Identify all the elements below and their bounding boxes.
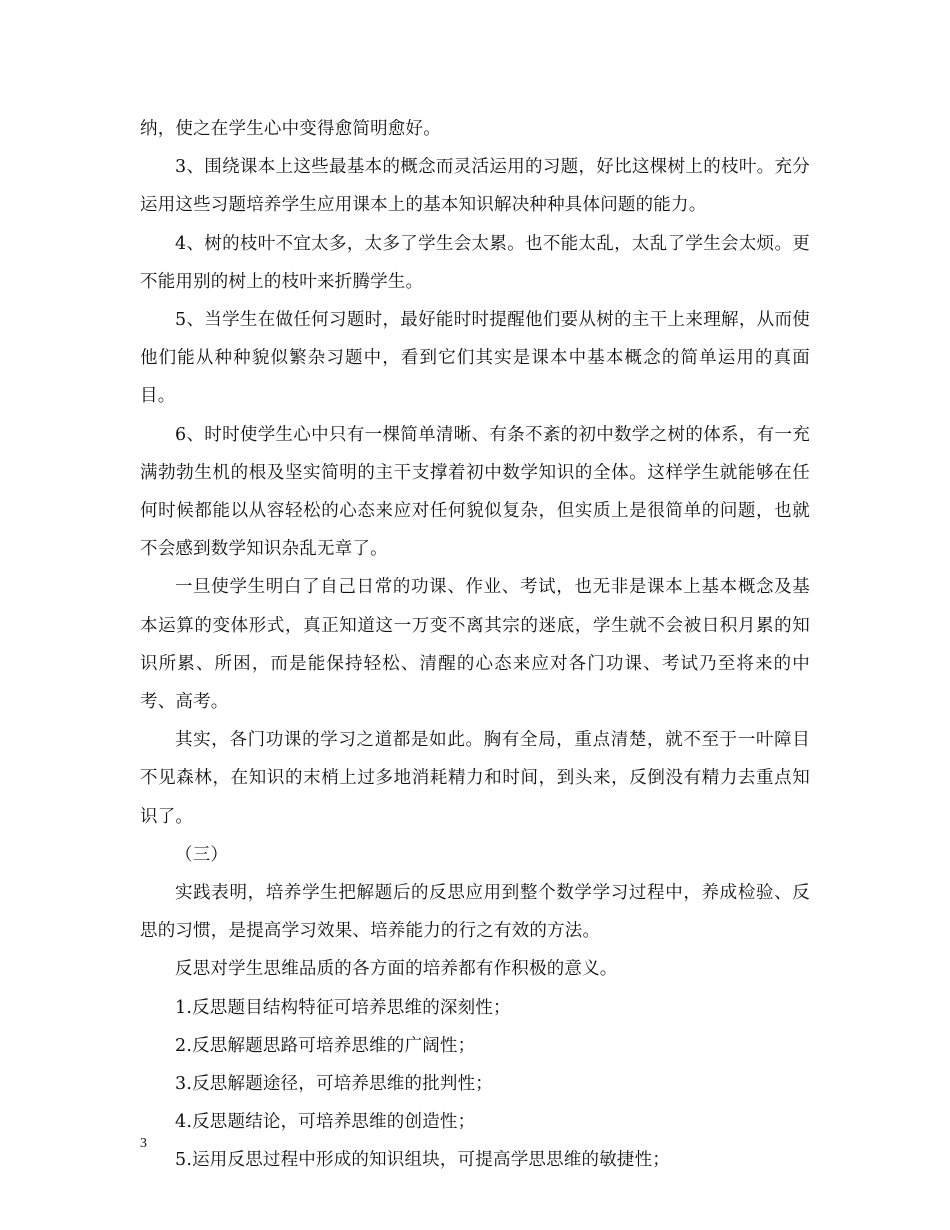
section-heading-3: （三） [175,844,229,865]
list-item-1: 1.反思题目结构特征可培养思维的深刻性； [175,997,511,1018]
paragraph-item-6: 6、时时使学生心中只有一棵简单清晰、有条不紊的初中数学之树的体系，有一充满勃勃生机的根及坚实简明的主干支撑着初中数学知识的全体。这样学生就能够在任何时候都能以从容轻松的心态来应对任何貌似复杂，但实质上是很简单的问题，也就不会感到数学知识杂乱无章了。 [140,424,810,560]
document-body [140,110,810,1180]
list-item-2: 2.反思解题思路可培养思维的广阔性； [175,1035,476,1056]
list-item-5: 5.运用反思过程中形成的知识组块，可提高学思思维的敏捷性； [175,1150,670,1171]
page-number: 3 [140,1136,147,1151]
paragraph-practice: 实践表明，培养学生把解题后的反思应用到整个数学学习过程中，养成检验、反思的习惯，是提高学习效果、培养能力的行之有效的方法。 [140,883,810,942]
paragraph-conclusion: 其实，各门功课的学习之道都是如此。胸有全局，重点清楚，就不至于一叶障目不见森林，在知识的末梢上过多地消耗精力和时间，到头来，反倒没有精力去重点知识了。 [140,730,810,827]
paragraph-summary: 一旦使学生明白了自己日常的功课、作业、考试，也无非是课本上基本概念及基本运算的变体形式，真正知道这一万变不离其宗的迷底，学生就不会被日积月累的知识所累、所困，而是能保持轻松、清醒的心态来应对各门功课、考试乃至将来的中考、高考。 [140,577,810,713]
list-item-4: 4.反思题结论，可培养思维的创造性； [175,1112,476,1133]
paragraph-reflection: 反思对学生思维品质的各方面的培养都有作积极的意义。 [175,959,618,980]
list-item-3: 3.反思解题途径，可培养思维的批判性； [175,1074,493,1095]
paragraph-item-5: 5、当学生在做任何习题时，最好能时时提醒他们要从树的主干上来理解，从而使他们能从种种貌似繁杂习题中，看到它们其实是课本中基本概念的简单运用的真面目。 [140,310,810,407]
paragraph-item-4: 4、树的枝叶不宜太多，太多了学生会太累。也不能太乱，太乱了学生会太烦。更不能用别的树上的枝叶来折腾学生。 [140,233,810,292]
paragraph-continuation: 纳，使之在学生心中变得愈简明愈好。 [140,119,441,139]
paragraph-item-3: 3、围绕课本上这些最基本的概念而灵活运用的习题，好比这棵树上的枝叶。充分运用这些习题培养学生应用课本上的基本知识解决种种具体问题的能力。 [140,157,810,216]
